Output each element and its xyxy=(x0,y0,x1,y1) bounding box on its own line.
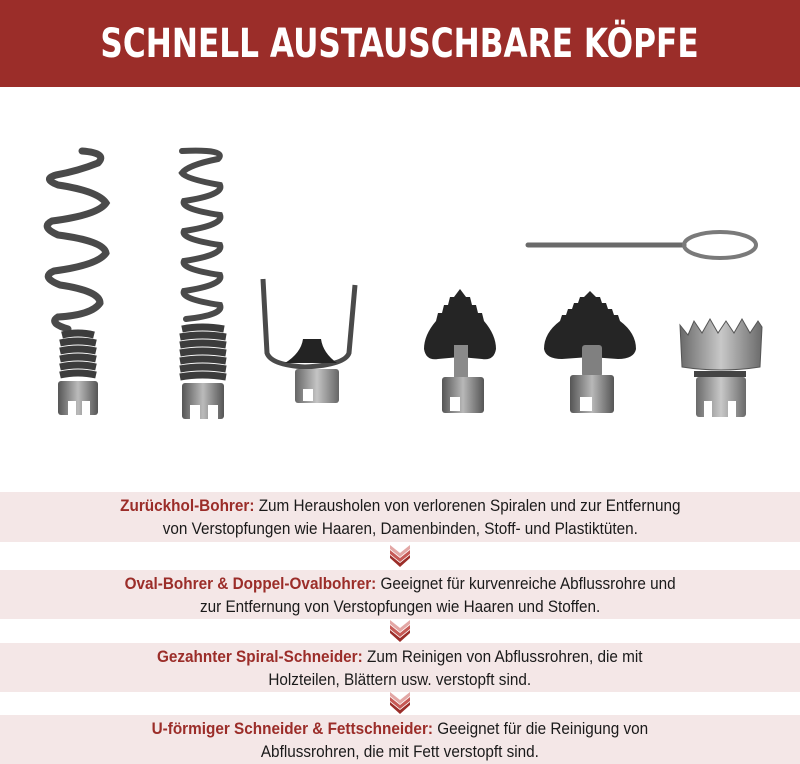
u-shaped-cutter-icon xyxy=(255,275,365,425)
description-spade-cutter xyxy=(0,643,800,692)
description-oval-auger xyxy=(0,570,800,619)
spade-cutter-icon xyxy=(420,287,500,427)
description-text: zur Entfernung von Verstopfungen wie Haaren und Stoffen. xyxy=(199,597,601,616)
term-label: Oval-Bohrer & Doppel-Ovalbohrer: xyxy=(124,574,377,593)
large-spade-cutter-icon xyxy=(540,289,640,429)
large-spiral-auger-icon xyxy=(38,145,118,435)
description-text: Geeignet für die Reinigung von xyxy=(433,719,649,738)
description-grease-cutter xyxy=(0,715,800,764)
chevron-down-icon xyxy=(388,545,412,567)
header-banner xyxy=(0,0,800,87)
description-text: Abflussrohren, die mit Fett verstopft sind. xyxy=(260,742,540,761)
crown-cutter-icon xyxy=(676,317,766,432)
description-text: Geeignet für kurvenreiche Abflussrohre und xyxy=(376,574,676,593)
description-retrieval-auger xyxy=(0,492,800,542)
term-label: Gezahnter Spiral-Schneider: xyxy=(157,647,363,666)
term-label: U-förmiger Schneider & Fettschneider: xyxy=(151,719,434,738)
term-label: Zurückhol-Bohrer: xyxy=(119,496,255,515)
slim-spiral-auger-icon xyxy=(168,147,238,437)
chevron-down-icon xyxy=(388,620,412,642)
description-text: Holzteilen, Blättern usw. verstopft sind. xyxy=(268,670,532,689)
description-text: Zum Reinigen von Abflussrohren, die mit xyxy=(362,647,643,666)
description-text: von Verstopfungen wie Haaren, Damenbinden, Stoff- und Plastiktüten. xyxy=(162,519,638,538)
page-title: SCHNELL AUSTAUSCHBARE KÖPFE xyxy=(100,20,700,67)
tool-heads-gallery xyxy=(0,87,800,487)
loop-key-icon xyxy=(524,227,764,267)
description-text: Zum Herausholen von verlorenen Spiralen und zur Entfernung xyxy=(254,496,681,515)
chevron-down-icon xyxy=(388,692,412,714)
